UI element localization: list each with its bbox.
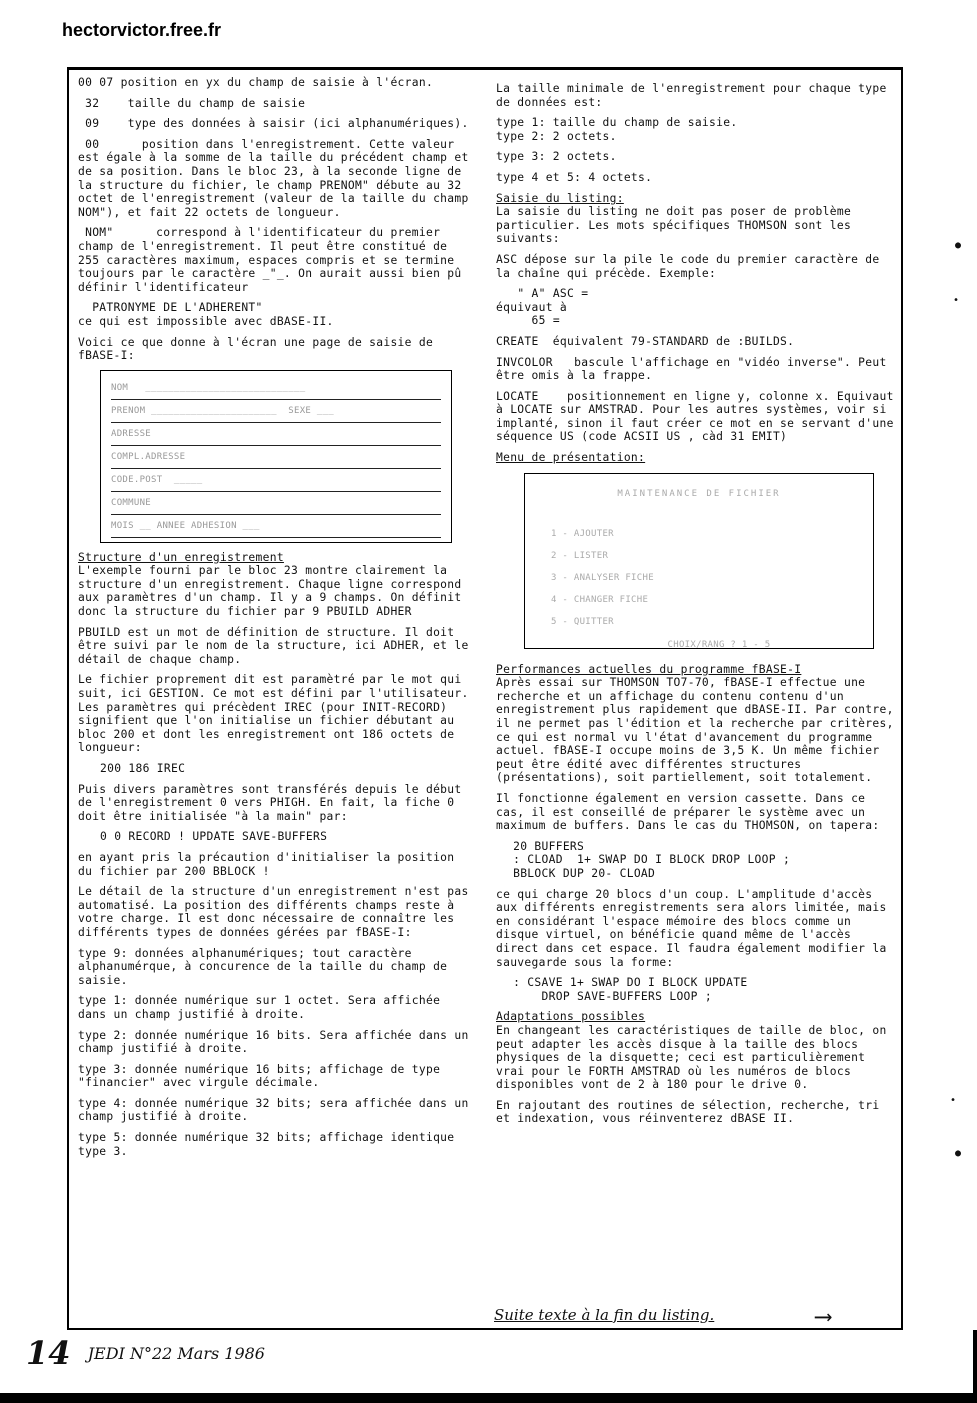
paragraph: PATRONYME DE L'ADHERENT" ce qui est impossible avec dBASE-II. bbox=[78, 301, 334, 328]
screen-row: NOM ____________________________ bbox=[111, 377, 441, 400]
paragraph: INVCOLOR bascule l'affichage en "vidéo inverse". Peut être omis à la frappe. bbox=[496, 355, 894, 383]
right-arrow-icon: ⟶ bbox=[816, 1302, 831, 1330]
left-column bbox=[78, 76, 474, 1165]
paragraph: Le détail de la structure d'un enregistrement n'est pas automatisé. La position des différents champs reste à votre charge. Il est donc nécessaire de connaître les différents types de données gérées par fBASE-I: bbox=[78, 885, 476, 939]
section-heading: Saisie du listing: bbox=[496, 191, 624, 205]
margin-dot: • bbox=[953, 295, 960, 306]
screen-row: ADRESSE bbox=[111, 423, 441, 446]
section-heading: Performances actuelles du programme fBASE-I bbox=[496, 662, 802, 676]
section-heading: Structure d'un enregistrement bbox=[78, 550, 284, 564]
paragraph: Il fonctionne également en version cassette. Dans ce cas, il est conseillé de préparer le système avec un maximum de buffers. Dans le cas du THOMSON, on tapera: bbox=[496, 792, 880, 833]
paragraph: type 4 et 5: 4 octets. bbox=[496, 170, 653, 184]
paragraph: type 4: donnée numérique 32 bits; sera affichée dans un champ justifié à droite. bbox=[78, 1096, 476, 1124]
screen-row: CODE.POST _____ bbox=[111, 469, 441, 492]
paragraph: 00 07 position en yx du champ de saisie à l'écran. bbox=[78, 76, 434, 89]
menu-title: MAINTENANCE DE FICHIER bbox=[617, 488, 781, 499]
paragraph: En changeant les caractéristiques de taille de bloc, on peut adapter les accès disque à la taille des blocs physiques de la disquette; ceci est particulièrement vrai pour le FORTH AMSTRAD où les numéros de blocs disponibles vont de 2 à 180 pour le drive 0. bbox=[496, 1023, 894, 1092]
paragraph: " A" ASC = équivaut à 65 = bbox=[496, 287, 589, 328]
code-block: : CSAVE 1+ SWAP DO I BLOCK UPDATE DROP SAVE-BUFFERS LOOP ; bbox=[513, 976, 748, 1003]
menu-item: 2 - LISTER bbox=[551, 551, 609, 562]
paragraph: Après essai sur THOMSON TO7-70, fBASE-I effectue une recherche et un affichage du contenu contenu d'un enregistrement plus rapidement que dBASE-II. Par contre, il ne permet pas l'édition et la recherche par critères, ce qui est normal vu l'état d'avancement du programme actuel. fBASE-I occupe moins de 3,5 K. Un même fichier peut être édité avec différentes structures (présentations), soit partiellement, soit totalement. bbox=[496, 676, 901, 785]
section-heading: Menu de présentation: bbox=[496, 451, 646, 465]
paragraph: 00 position dans l'enregistrement. Cette valeur est égale à la somme de la taille du précédent champ et de sa position. Dans le bloc 23, à la seconde ligne de la structure du fichier, le champ PRENOM" débute au 32 octet de l'enregistrement (valeur de la taille du champ NOM"), et fait 22 octets de longueur. bbox=[78, 137, 476, 219]
paragraph: La saisie du listing ne doit pas poser de problème particulier. Les mots spécifiques THOMSON sont les suivants: bbox=[496, 205, 859, 246]
scan-edge bbox=[0, 1393, 977, 1403]
screen-row: MOIS __ ANNEE ADHESION ___ bbox=[111, 515, 441, 538]
paragraph: type 5: donnée numérique 32 bits; affichage identique type 3. bbox=[78, 1131, 462, 1158]
code-line: 200 186 IREC bbox=[100, 762, 186, 775]
paragraph: type 1: donnée numérique sur 1 octet. Sera affichée dans un champ justifié à droite. bbox=[78, 994, 448, 1021]
code-line: 0 0 RECORD ! UPDATE SAVE-BUFFERS bbox=[100, 830, 328, 844]
margin-dot: ● bbox=[955, 240, 962, 251]
entry-screen-figure bbox=[100, 370, 452, 543]
menu-item: 1 - AJOUTER bbox=[551, 529, 614, 540]
menu-item: 3 - ANALYSER FICHE bbox=[551, 573, 654, 584]
paragraph: type 9: données alphanumériques; tout caractère alphanumérque, à concurence de la taille du champ de saisie. bbox=[78, 946, 455, 987]
paragraph: ce qui charge 20 blocs d'un coup. L'amplitude d'accès aux différents enregistrements sera alors limitée, mais en considérant l'espace mémoire des blocs comme un disque virtuel, on bénéficie quand même de l'accès direct dans cet espace. Il faudra également modifier la sauvegarde sous la forme: bbox=[496, 887, 894, 969]
paragraph: en ayant pris la précaution d'initialiser la position du fichier par 200 BBLOCK ! bbox=[78, 850, 462, 878]
code-block: 20 BUFFERS : CLOAD 1+ SWAP DO I BLOCK DROP LOOP ; BBLOCK DUP 20- CLOAD bbox=[513, 839, 791, 880]
screen-row: COMPL.ADRESSE bbox=[111, 446, 441, 469]
paragraph: Le fichier proprement dit est paramètré par le mot qui suit, ici GESTION. Ce mot est défini par l'utilisateur. Les paramètres qui précèdent IREC (pour INIT-RECORD) signifient que l'on initialise un fichier débutant au bloc 200 et dont les enregistrement ont 186 octets de longueur: bbox=[78, 673, 476, 755]
paragraph: PBUILD est un mot de définition de structure. Il doit être suivi par le nom de la structure, ici ADHER, et le détail de chaque champ. bbox=[78, 625, 476, 666]
paragraph: type 1: taille du champ de saisie. type 2: 2 octets. bbox=[496, 116, 738, 143]
paragraph: 32 taille du champ de saisie bbox=[78, 96, 306, 110]
paragraph: LOCATE positionnement en ligne y, colonne x. Equivaut à LOCATE sur AMSTRAD. Pour les autres systèmes, voir si implanté, sinon il faut créer ce mot en se servant d'une séquence US (code ACSII US , càd 31 EMIT) bbox=[496, 389, 901, 444]
paragraph: type 3: donnée numérique 16 bits; affichage de type "financier" avec virgule décimale. bbox=[78, 1062, 448, 1090]
paragraph: CREATE équivalent 79-STANDARD de :BUILDS. bbox=[496, 334, 795, 348]
section-heading: Adaptations possibles bbox=[496, 1010, 646, 1024]
paragraph: ASC dépose sur la pile le code du premier caractère de la chaîne qui précède. Exemple: bbox=[496, 252, 887, 280]
page-number: 14 bbox=[26, 1334, 71, 1372]
screen-row: PRENOM ______________________ SEXE ___ bbox=[111, 400, 441, 423]
paragraph: Voici ce que donne à l'écran une page de saisie de fBASE-I: bbox=[78, 335, 441, 363]
screen-row: COMMUNE bbox=[111, 492, 441, 515]
menu-item: 4 - CHANGER FICHE bbox=[551, 595, 649, 606]
right-column bbox=[496, 82, 901, 1133]
page-footer bbox=[26, 1334, 265, 1372]
paragraph: NOM" correspond à l'identificateur du premier champ de l'enregistrement. Il peut être constitué de 255 caractères maximum, espaces compris et se termine toujours par le caractère _"_. On aurait aussi bien pû définir l'identificateur bbox=[78, 226, 469, 294]
paragraph: 09 type des données à saisir (ici alphanumériques). bbox=[78, 117, 469, 131]
paragraph: La taille minimale de l'enregistrement pour chaque type de données est: bbox=[496, 82, 894, 109]
site-url: hectorvictor.free.fr bbox=[62, 20, 222, 40]
margin-dot: ● bbox=[955, 1148, 962, 1159]
menu-screen-figure bbox=[524, 473, 874, 649]
paragraph: type 2: donnée numérique 16 bits. Sera affichée dans un champ justifié à droite. bbox=[78, 1028, 476, 1056]
margin-dot: • bbox=[950, 1095, 957, 1106]
issue-info: JEDI N°22 Mars 1986 bbox=[87, 1343, 265, 1363]
menu-item: 5 - QUITTER bbox=[551, 617, 614, 628]
paragraph: type 3: 2 octets. bbox=[496, 150, 617, 164]
menu-footer: CHOIX/RANG ? 1 - 5 bbox=[667, 640, 771, 651]
paragraph: Puis divers paramètres sont transférés depuis le début de l'enregistrement 0 vers PHIGH. En fait, la fiche 0 doit être initialisée "à la main" par: bbox=[78, 782, 469, 823]
paragraph: En rajoutant des routines de sélection, recherche, tri et indexation, vous réinventerez dBASE II. bbox=[496, 1098, 887, 1126]
continuation-note: Suite texte à la fin du listing. bbox=[494, 1306, 715, 1324]
paragraph: L'exemple fourni par le bloc 23 montre clairement la structure d'un enregistrement. Chaque ligne correspond aux paramètres d'un champ. Il y a 9 champs. On définit donc la structure du fichier par 9 PBUILD ADHER bbox=[78, 564, 469, 619]
scan-edge bbox=[973, 1330, 977, 1400]
